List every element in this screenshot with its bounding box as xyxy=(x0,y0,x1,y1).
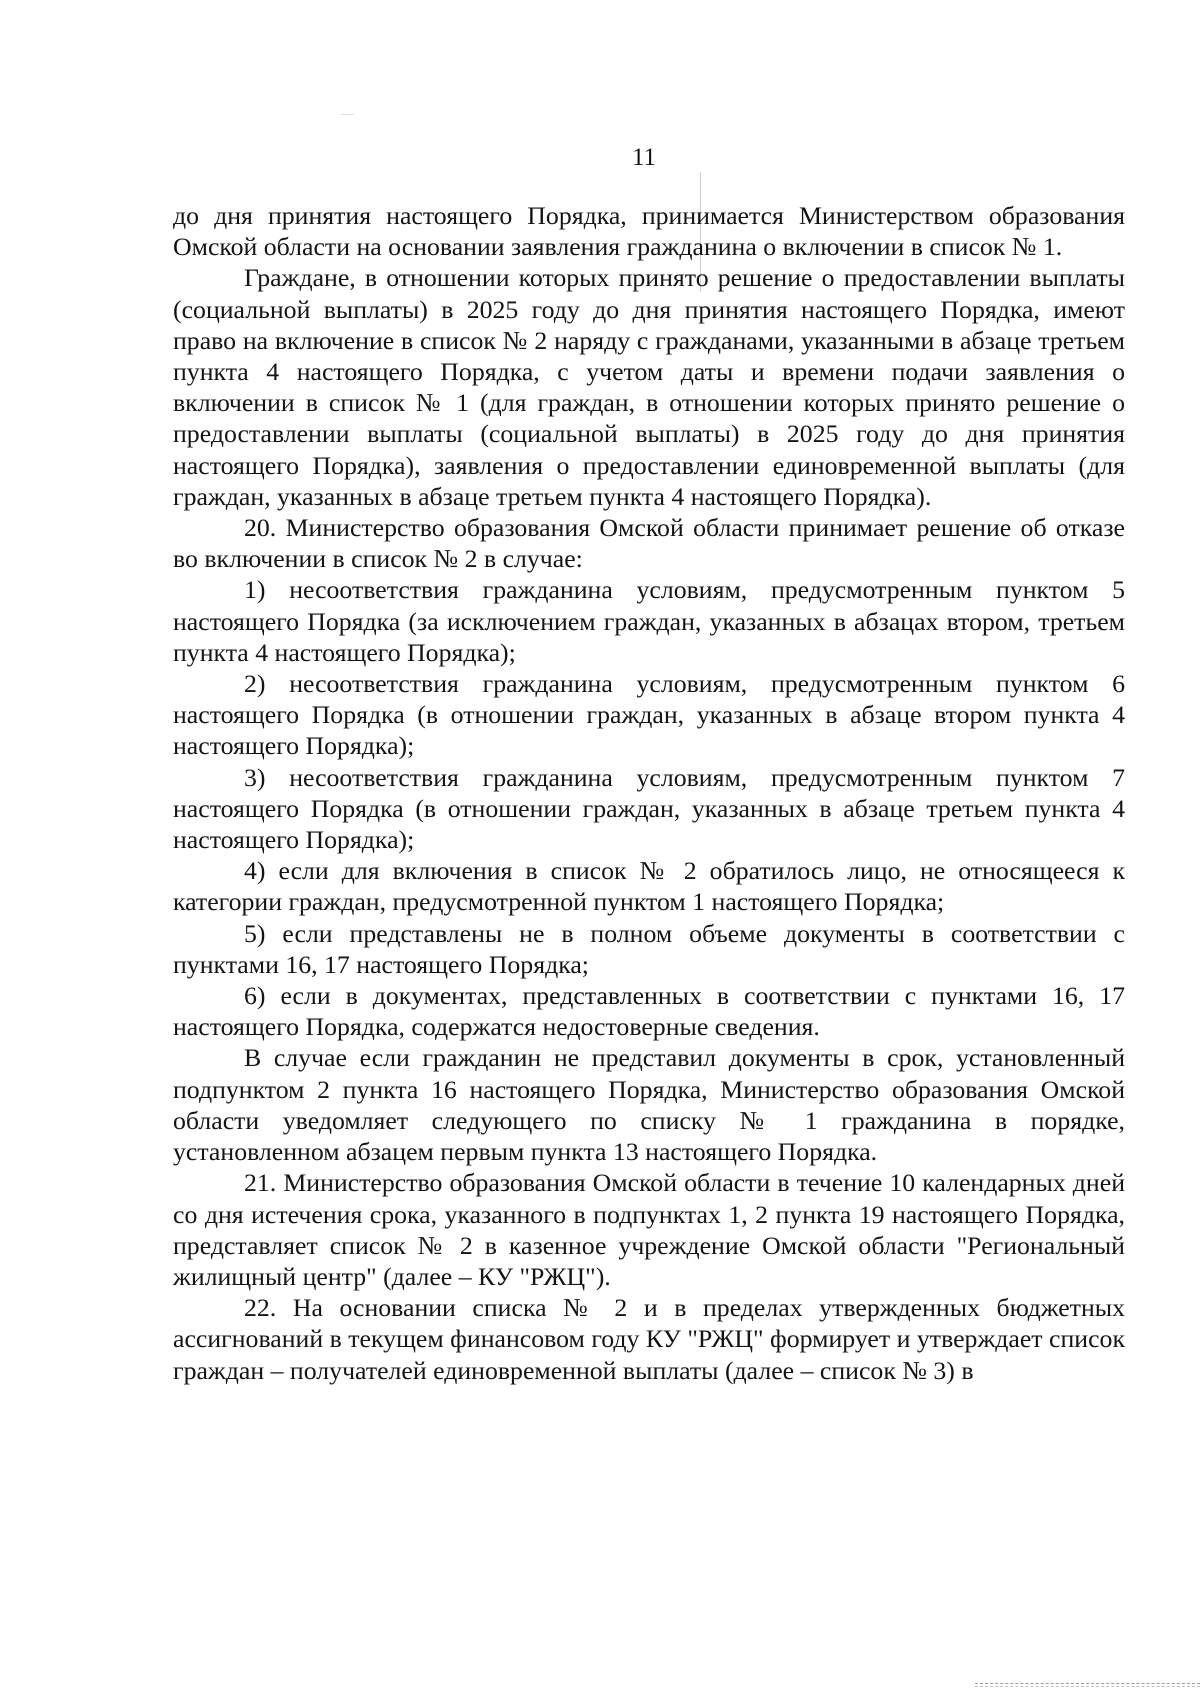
bottom-rule xyxy=(975,1683,1200,1687)
paragraph: 2) несоответствия гражданина условиям, предусмотренным пунктом 6 настоящего Порядка (в отношении граждан, указанных в абзаце втором пункта 4 настоящего Порядка); xyxy=(173,669,1125,761)
paragraph: до дня принятия настоящего Порядка, принимается Министерством образования Омской области на основании заявления гражданина о включении в список № 1. xyxy=(173,201,1125,262)
document-body xyxy=(173,200,1125,1386)
paragraph: Граждане, в отношении которых принято решение о предоставлении выплаты (социальной выплаты) в 2025 году до дня принятия настоящего Порядка, имеют право на включение в список № 2 наряду с гражданами, указанными в абзаце третьем пункта 4 настоящего Порядка, с учетом даты и времени подачи заявления о включении в список № 1 (для граждан, в отношении которых принято решение о предоставлении выплаты (социальной выплаты) в 2025 году до дня принятия настоящего Порядка), заявления о предоставлении единовременной выплаты (для граждан, указанных в абзаце третьем пункта 4 настоящего Порядка). xyxy=(173,263,1125,511)
paragraph: 4) если для включения в список № 2 обратилось лицо, не относящееся к категории граждан, предусмотренной пунктом 1 настоящего Порядка; xyxy=(173,856,1125,917)
paragraph: 1) несоответствия гражданина условиям, предусмотренным пунктом 5 настоящего Порядка (за исключением граждан, указанных в абзацах втором, третьем пункта 4 настоящего Порядка); xyxy=(173,575,1125,667)
scan-artifact xyxy=(340,114,354,115)
paragraph: 20. Министерство образования Омской области принимает решение об отказе во включении в список № 2 в случае: xyxy=(173,513,1125,574)
page-number: 11 xyxy=(631,144,657,171)
paragraph: 22. На основании списка № 2 и в пределах утвержденных бюджетных ассигнований в текущем финансовом году КУ "РЖЦ" формирует и утверждает список граждан – получателей единовременной выплаты (далее – список № 3) в xyxy=(173,1293,1125,1385)
paragraph: В случае если гражданин не представил документы в срок, установленный подпунктом 2 пункта 16 настоящего Порядка, Министерство образования Омской области уведомляет следующего по списку № 1 гражданина в порядке, установленном абзацем первым пункта 13 настоящего Порядка. xyxy=(173,1043,1125,1167)
paragraph: 21. Министерство образования Омской области в течение 10 календарных дней со дня истечения срока, указанного в подпунктах 1, 2 пункта 19 настоящего Порядка, представляет список № 2 в казенное учреждение Омской области "Региональный жилищный центр" (далее – КУ "РЖЦ"). xyxy=(173,1168,1125,1291)
paragraph: 5) если представлены не в полном объеме документы в соответствии с пунктами 16, 17 настоящего Порядка; xyxy=(173,918,1125,979)
paragraph: 3) несоответствия гражданина условиям, предусмотренным пунктом 7 настоящего Порядка (в отношении граждан, указанных в абзаце третьем пункта 4 настоящего Порядка); xyxy=(173,762,1125,855)
paragraph: 6) если в документах, представленных в соответствии с пунктами 16, 17 настоящего Порядка, содержатся недостоверные сведения. xyxy=(173,981,1125,1042)
